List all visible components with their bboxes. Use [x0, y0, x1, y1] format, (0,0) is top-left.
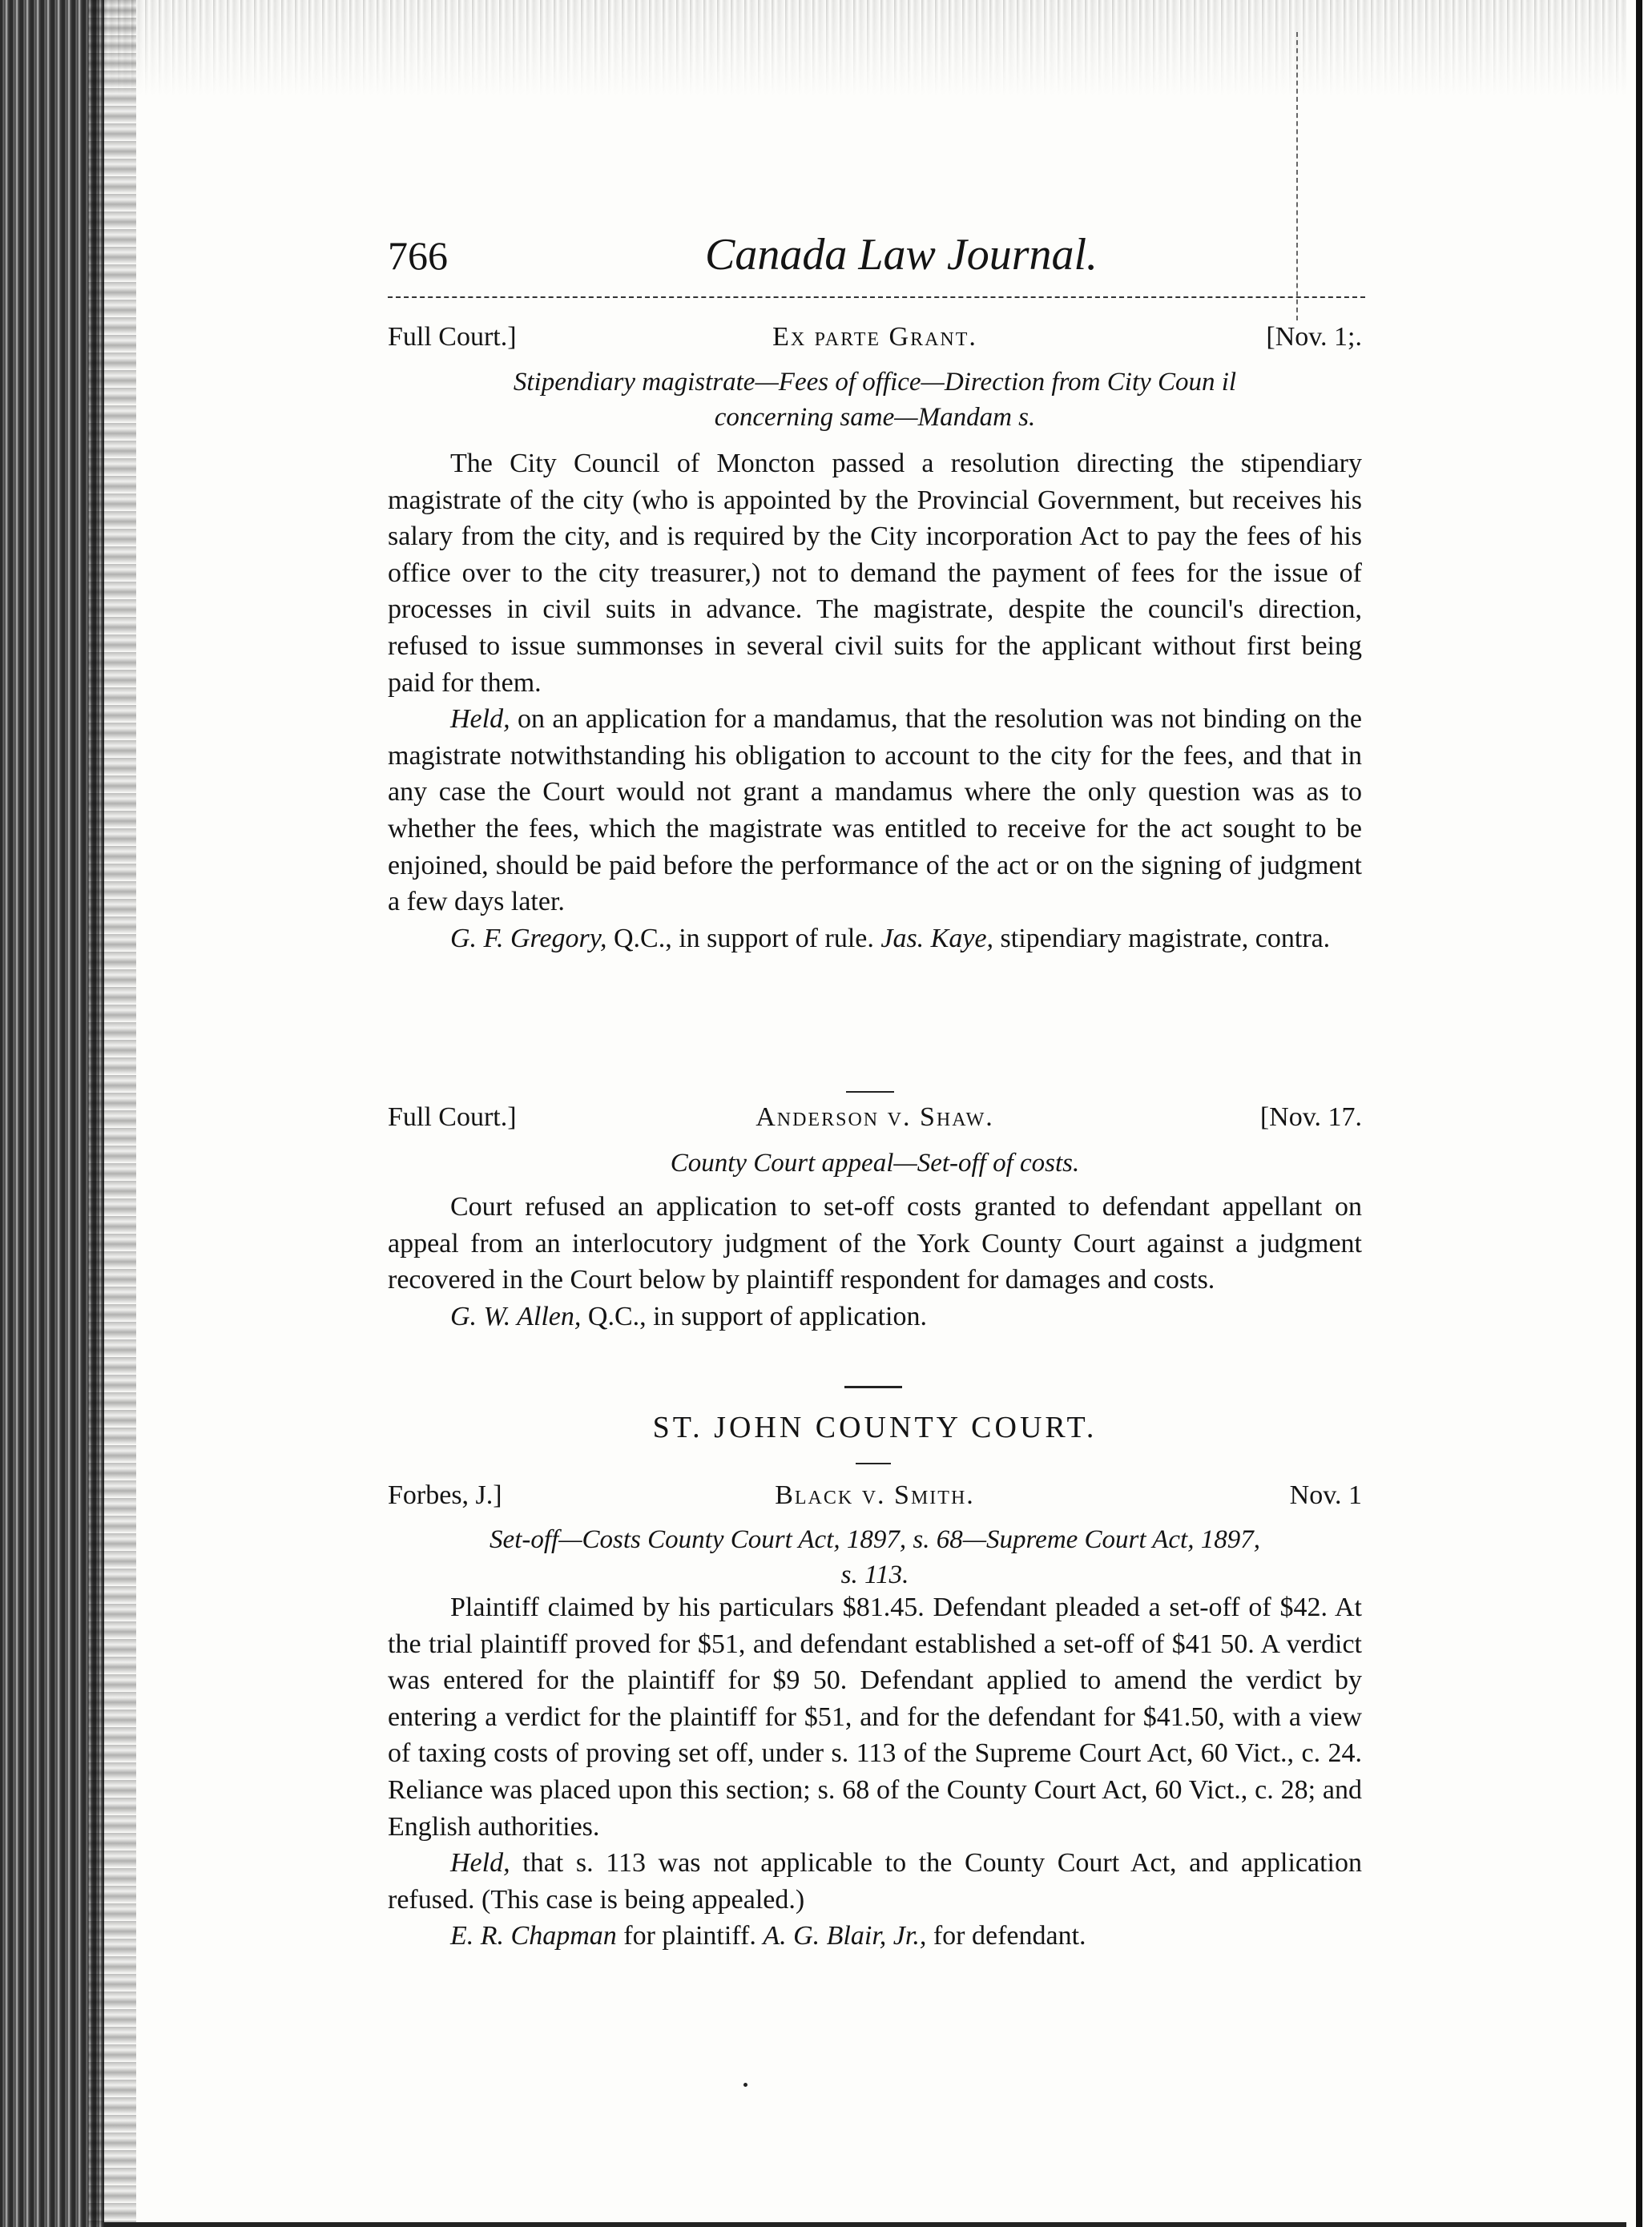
holding-text: on an application for a mandamus, that the resolution was not binding on the magistrate notwithstanding his obligation to account to the city for the fees, and that in any case the Court would not grant a mandamus where the only question was as to whether the fees, which the magistrate was entitled to receive for the act sought to be enjoined, should be paid before the performance of the act or on the signing of judgment a few days later.: [388, 704, 1362, 917]
case-body-ex-parte-grant: [388, 445, 1362, 956]
case-name: Anderson v. Shaw.: [755, 1102, 994, 1132]
counsel-role: for defendant.: [926, 1921, 1086, 1951]
case-date: Nov. 1: [1289, 1480, 1362, 1510]
header-rule: [388, 296, 1365, 298]
court-label: Forbes, J.]: [388, 1480, 502, 1510]
holding-paragraph: [388, 701, 1362, 920]
counsel-role: stipendiary magistrate, contra.: [993, 923, 1331, 953]
scan-noise-top: [104, 0, 1626, 96]
facts-paragraph: The City Council of Moncton passed a resolution directing the stipendiary magistrate of the city (who is appointed by the Provincial Government, but receives his salary from the city, and is required by the City incorporation Act to pay the fees of his office over to the city treasurer,) not to demand the payment of fees for the issue of processes in civil suits in advance. The magistrate, despite the council's direction, refused to issue summonses in several civil suits for the applicant without first being paid for them.: [388, 449, 1362, 698]
heading-rule: [856, 1463, 891, 1464]
scan-speck: [743, 2083, 747, 2087]
court-label: Full Court.]: [388, 1102, 517, 1132]
counsel-role: Q.C., in support of rule.: [606, 923, 881, 953]
subject-line: s. 113.: [840, 1561, 909, 1589]
facts-paragraph: Court refused an application to set-off costs granted to defendant appellant on appeal from an interlocutory judgment of the York County Court against a judgment recovered in the Court below by plaintiff respondent for damages and costs.: [388, 1192, 1362, 1295]
case-name: Black v. Smith.: [775, 1480, 975, 1510]
counsel-name: G. F. Gregory,: [450, 923, 607, 953]
binding-shadow: [88, 0, 136, 2227]
subject-line: concerning same—Mandam s.: [714, 403, 1036, 432]
case-body-black-v-smith: [388, 1589, 1362, 1955]
counsel-role: for plaintiff.: [616, 1921, 764, 1951]
case-heading-ex-parte-grant: [388, 322, 1362, 362]
case-subject: [388, 1522, 1362, 1593]
scan-artifact-line: [1296, 32, 1298, 320]
page-margin-right: [1642, 0, 1652, 2227]
counsel-name: G. W. Allen,: [450, 1301, 582, 1331]
case-subject: [388, 1146, 1362, 1181]
case-heading-anderson-v-shaw: [388, 1102, 1362, 1142]
counsel-name: E. R. Chapman: [450, 1921, 617, 1951]
journal-title: Canada Law Journal.: [705, 230, 1098, 280]
counsel-line: [388, 920, 1362, 957]
subject-line: Set-off—Costs County Court Act, 1897, s. 68—Supreme Court Act, 1897,: [490, 1525, 1260, 1554]
case-name: Ex parte Grant.: [772, 322, 977, 352]
held-label: Held,: [450, 704, 510, 735]
holding-text: that s. 113 was not applicable to the County Court Act, and application refused. (This case is being appealed.): [388, 1848, 1362, 1915]
page-number: 766: [388, 233, 448, 278]
held-label: Held,: [450, 1848, 510, 1879]
section-heading: ST. JOHN COUNTY COURT.: [652, 1411, 1098, 1444]
counsel-name: Jas. Kaye,: [880, 923, 994, 953]
counsel-line: [388, 1299, 1362, 1335]
counsel-line: [388, 1918, 1362, 1955]
court-label: Full Court.]: [388, 322, 517, 352]
page-edge-right: [1636, 0, 1642, 2227]
case-date: [Nov. 1;.: [1266, 322, 1362, 352]
case-separator: [846, 1091, 894, 1093]
facts-paragraph: Plaintiff claimed by his particulars $81.45. Defendant pleaded a set-off of $42. At the trial plaintiff proved for $51, and defendant established a set-off of $41 50. A verdict was entered for the plaintiff for $9 50. Defendant applied to amend the verdict by entering a verdict for the plaintiff for $51, and for the defendant for $41.50, with a view of taxing costs of proving set off, under s. 113 of the Supreme Court Act, 60 Vict., c. 24. Reliance was placed upon this section; s. 68 of the County Court Act, 60 Vict., c. 28; and English authorities.: [388, 1593, 1362, 1842]
section-separator: [844, 1386, 902, 1388]
subject-line: County Court appeal—Set-off of costs.: [670, 1149, 1080, 1178]
case-body-anderson-v-shaw: [388, 1189, 1362, 1335]
case-subject: [388, 364, 1362, 435]
case-heading-black-v-smith: [388, 1480, 1362, 1520]
counsel-name: A. G. Blair, Jr.,: [763, 1921, 927, 1951]
subject-line: Stipendiary magistrate—Fees of office—Direction from City Coun il: [513, 368, 1237, 397]
counsel-role: Q.C., in support of application.: [581, 1301, 927, 1331]
holding-paragraph: [388, 1845, 1362, 1918]
scan-noise-bottom: [104, 2206, 1626, 2227]
case-date: [Nov. 17.: [1259, 1102, 1362, 1132]
